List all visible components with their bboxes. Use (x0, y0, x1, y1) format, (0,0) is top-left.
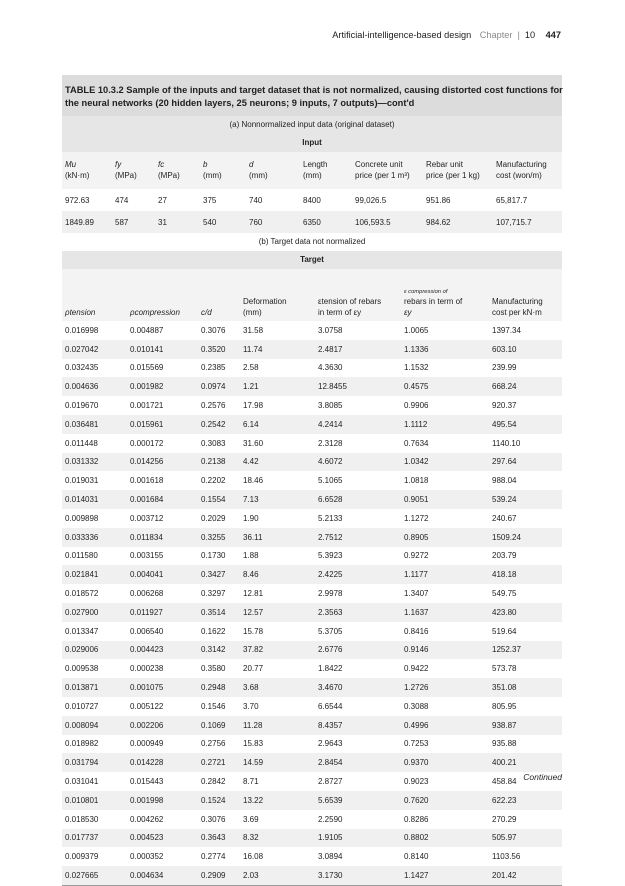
table-cell: 573.78 (492, 664, 517, 674)
table-cell: 0.009898 (65, 513, 99, 523)
table-cell: 2.03 (240, 866, 315, 885)
target-data-row (62, 547, 562, 566)
target-data-row (62, 359, 562, 378)
table-cell: 935.88 (492, 739, 517, 749)
table-cell: 0.9906 (404, 401, 429, 411)
table-cell: 0.014256 (127, 453, 198, 472)
table-cell: 0.008094 (62, 716, 127, 735)
table-cell: 423.80 (489, 603, 562, 622)
table-cell: 15.83 (243, 739, 264, 749)
table-cell: 0.011448 (65, 438, 98, 448)
table-cell: 0.3297 (201, 589, 226, 599)
target-data-row (62, 641, 562, 660)
target-data-row (62, 565, 562, 584)
table-cell: 18.46 (243, 476, 264, 486)
table-cell: 1.1532 (404, 363, 429, 373)
table-cell: 2.4225 (315, 565, 401, 584)
table-cell: 0.001721 (130, 401, 164, 411)
target-data-row (62, 471, 562, 490)
input-header-cell: d (mm) (246, 152, 300, 189)
table-cell: 0.7634 (404, 438, 429, 448)
table-cell: 0.3142 (198, 641, 240, 660)
table-cell: 1252.37 (489, 641, 562, 660)
table-cell: 0.1554 (198, 490, 240, 509)
table-cell: 622.23 (489, 791, 562, 810)
table-cell: 0.3076 (201, 814, 226, 824)
table-cell: 0.009538 (65, 664, 99, 674)
target-data-row (62, 697, 562, 716)
table-cell: 16.08 (243, 852, 264, 862)
table-cell: 99,026.5 (355, 195, 387, 205)
table-cell: 0.003712 (130, 513, 164, 523)
table-cell: 1.3407 (404, 589, 429, 599)
target-data-row (62, 847, 562, 866)
table-cell: 0.8140 (404, 852, 429, 862)
target-data-row (62, 735, 562, 754)
input-data-row (62, 189, 562, 211)
table-cell: 474 (115, 195, 129, 205)
table-cell: 760 (246, 211, 300, 233)
input-header-cell: Concrete unit price (per 1 m³) (352, 152, 423, 189)
table-cell: 0.032435 (65, 363, 99, 373)
table-cell: 0.010801 (62, 791, 127, 810)
table-cell: 0.8802 (401, 829, 489, 848)
target-header-cell: ρcompression (127, 269, 198, 321)
table-cell: 0.005122 (130, 701, 164, 711)
table-cell: 107,715.7 (493, 211, 562, 233)
table-cell: 5.2133 (318, 513, 343, 523)
chapter-label: Chapter (479, 30, 513, 40)
target-header-cell: Deformation (mm) (240, 269, 315, 321)
table-cell: 0.011927 (127, 603, 198, 622)
table-cell: 0.0974 (198, 377, 240, 396)
chapter-number: 10 (524, 30, 536, 40)
target-data-row (62, 791, 562, 810)
table-cell: 0.8286 (404, 814, 429, 824)
page-number: 447 (545, 30, 561, 40)
table-cell: 0.029006 (62, 641, 127, 660)
table-cell: 2.4817 (315, 340, 401, 359)
target-data-row (62, 415, 562, 434)
table-cell: 587 (112, 211, 155, 233)
table-cell: 0.004523 (127, 829, 198, 848)
table-cell: 0.8905 (401, 528, 489, 547)
table-cell: 0.3580 (201, 664, 226, 674)
table-cell: 6.14 (240, 415, 315, 434)
table-cell: 11.28 (240, 716, 315, 735)
table-cell: 0.7620 (401, 791, 489, 810)
table-cell: 984.62 (423, 211, 493, 233)
table-cell: 0.9051 (401, 490, 489, 509)
table-cell: 0.027042 (62, 340, 127, 359)
table-cell: 0.001618 (130, 476, 164, 486)
table-cell: 0.009379 (65, 852, 99, 862)
target-data-row (62, 396, 562, 415)
table-cell: 3.8085 (318, 401, 343, 411)
target-data-row (62, 603, 562, 622)
table-cell: 1.9105 (315, 829, 401, 848)
target-data-row (62, 753, 562, 772)
table-10-3-2 (62, 75, 562, 886)
table-cell: 8.4357 (315, 716, 401, 735)
table-cell: 539.24 (489, 490, 562, 509)
table-cell: 0.027900 (62, 603, 127, 622)
table-cell: 495.54 (489, 415, 562, 434)
table-cell: 0.004041 (127, 565, 198, 584)
table-cell: 938.87 (489, 716, 562, 735)
table-cell: 1397.34 (492, 325, 521, 335)
table-cell: 0.004634 (127, 866, 198, 885)
table-cell: 36.11 (240, 528, 315, 547)
table-cell: 0.001075 (127, 678, 198, 697)
table-cell: 8.71 (243, 777, 259, 787)
table-cell: 4.42 (240, 453, 315, 472)
table-cell: 0.9023 (404, 777, 429, 787)
target-data-row (62, 321, 562, 340)
table-cell: 3.0758 (318, 325, 343, 335)
running-head: Artificial-intelligence-based design Chapter | 10 447 (332, 30, 561, 40)
table-cell: 3.69 (243, 814, 259, 824)
input-data-row (62, 211, 562, 233)
table-cell: 2.3563 (315, 603, 401, 622)
table-cell: 4.3630 (318, 363, 343, 373)
target-data-row (62, 829, 562, 848)
table-cell: 20.77 (243, 664, 264, 674)
caption-line-2: the neural networks (20 hidden layers, 25 neurons; 9 inputs, 7 outputs)—cont'd (65, 98, 415, 108)
table-cell: 0.2774 (201, 852, 226, 862)
table-cell: 0.033336 (62, 528, 127, 547)
table-cell: 27 (158, 195, 167, 205)
table-cell: 2.9978 (318, 589, 343, 599)
table-cell: 0.2202 (201, 476, 226, 486)
table-cell: 1.0818 (404, 476, 429, 486)
input-header-row (62, 152, 562, 189)
table-cell: 0.000238 (130, 664, 164, 674)
table-cell: 3.1730 (315, 866, 401, 885)
table-cell: 11.74 (240, 340, 315, 359)
target-table (62, 269, 562, 885)
table-cell: 0.1730 (201, 551, 226, 561)
table-cell: 0.003155 (130, 551, 164, 561)
table-cell: 1.0065 (404, 325, 429, 335)
table-cell: 1.1112 (401, 415, 489, 434)
table-cell: 0.3643 (198, 829, 240, 848)
table-cell: 0.3427 (198, 565, 240, 584)
table-cell: 1849.89 (62, 211, 112, 233)
target-data-row (62, 509, 562, 528)
table-cell: 418.18 (489, 565, 562, 584)
target-header-cell: c/d (198, 269, 240, 321)
table-cell: 17.98 (243, 401, 264, 411)
input-table (62, 152, 562, 233)
table-cell: 1.1427 (401, 866, 489, 885)
table-cell: 0.011834 (127, 528, 198, 547)
target-data-row (62, 340, 562, 359)
table-cell: 2.7512 (315, 528, 401, 547)
table-cell: 12.57 (240, 603, 315, 622)
section-b-title: (b) Target data not normalized (62, 233, 562, 251)
table-cell: 351.08 (489, 678, 562, 697)
target-data-row (62, 434, 562, 453)
table-cell: 0.2909 (198, 866, 240, 885)
table-cell: 1.1336 (401, 340, 489, 359)
target-data-row (62, 678, 562, 697)
table-cell: 12.81 (243, 589, 264, 599)
table-cell: 0.017737 (62, 829, 127, 848)
target-data-row (62, 716, 562, 735)
table-cell: 0.010727 (65, 701, 99, 711)
target-header-row (62, 269, 562, 321)
table-cell: 668.24 (489, 377, 562, 396)
table-cell: 505.97 (489, 829, 562, 848)
target-header-cell: Manufacturing cost per kN·m (489, 269, 562, 321)
table-cell: 400.21 (489, 753, 562, 772)
table-cell: 2.9643 (318, 739, 343, 749)
table-cell: 0.1069 (198, 716, 240, 735)
table-cell: 0.4996 (401, 716, 489, 735)
table-cell: 0.006540 (130, 626, 164, 636)
table-cell: 1.8422 (318, 664, 343, 674)
table-cell: 1.90 (243, 513, 259, 523)
table-cell: 270.29 (492, 814, 517, 824)
table-cell: 972.63 (65, 195, 90, 205)
table-cell: 0.3076 (201, 325, 226, 335)
table-cell: 0.001684 (127, 490, 198, 509)
table-cell: 0.7253 (404, 739, 429, 749)
table-cell: 0.013871 (62, 678, 127, 697)
table-cell: 0.013347 (65, 626, 99, 636)
table-cell: 0.000949 (130, 739, 164, 749)
table-cell: 0.006268 (130, 589, 164, 599)
table-cell: 2.2590 (318, 814, 343, 824)
target-data-row (62, 584, 562, 603)
input-header-cell: Length (mm) (300, 152, 352, 189)
table-cell: 0.3255 (198, 528, 240, 547)
table-cell: 0.016998 (65, 325, 99, 335)
table-cell: 0.004262 (130, 814, 164, 824)
table-cell: 0.2721 (198, 753, 240, 772)
table-cell: 603.10 (489, 340, 562, 359)
input-header-cell: fc (MPa) (155, 152, 200, 189)
table-cell: 1509.24 (489, 528, 562, 547)
table-cell: 375 (203, 195, 217, 205)
table-cell: 12.8455 (315, 377, 401, 396)
table-cell: 0.015961 (127, 415, 198, 434)
table-cell: 203.79 (492, 551, 517, 561)
table-cell: 0.019031 (65, 476, 99, 486)
table-cell: 1.1272 (404, 513, 429, 523)
table-cell: 0.3083 (201, 438, 226, 448)
table-cell: 0.014031 (62, 490, 127, 509)
table-cell: 0.2542 (198, 415, 240, 434)
table-cell: 0.015443 (130, 777, 164, 787)
table-cell: 988.04 (492, 476, 517, 486)
table-cell: 3.68 (240, 678, 315, 697)
input-header-cell: fy (MPa) (112, 152, 155, 189)
target-data-row (62, 866, 562, 885)
target-data-row (62, 528, 562, 547)
caption-line-1: TABLE 10.3.2 Sample of the inputs and target dataset that is not normalized, causing distorted cost functions for (65, 85, 563, 95)
table-cell: 4.6072 (315, 453, 401, 472)
table-cell: 8400 (303, 195, 321, 205)
table-cell: 0.000352 (130, 852, 164, 862)
target-group-label: Target (62, 251, 562, 269)
target-data-row (62, 772, 562, 791)
table-cell: 13.22 (240, 791, 315, 810)
input-header-cell: Rebar unit price (per 1 kg) (423, 152, 493, 189)
table-cell: 5.3923 (318, 551, 343, 561)
table-cell: 0.031794 (62, 753, 127, 772)
table-cell: 1.0342 (401, 453, 489, 472)
table-cell: 1.1637 (401, 603, 489, 622)
table-cell: 0.010141 (127, 340, 198, 359)
table-cell: 65,817.7 (496, 195, 528, 205)
table-cell: 0.027665 (62, 866, 127, 885)
target-data-row (62, 622, 562, 641)
table-cell: 0.004636 (62, 377, 127, 396)
table-cell: 0.031332 (62, 453, 127, 472)
table-cell: 0.1622 (201, 626, 226, 636)
table-cell: 0.9422 (404, 664, 429, 674)
table-cell: 14.59 (240, 753, 315, 772)
table-cell: 0.2385 (201, 363, 226, 373)
target-header-cell: εtension of rebars in term of εy (315, 269, 401, 321)
table-cell: 7.13 (240, 490, 315, 509)
table-cell: 920.37 (492, 401, 517, 411)
table-cell: 0.031041 (65, 777, 99, 787)
table-cell: 106,593.5 (352, 211, 423, 233)
table-cell: 0.021841 (62, 565, 127, 584)
table-caption (62, 75, 562, 116)
table-cell: 458.84 (492, 777, 517, 787)
continued-note: Continued (523, 772, 562, 782)
table-cell: 8.32 (240, 829, 315, 848)
table-cell: 0.3520 (198, 340, 240, 359)
table-cell: 1140.10 (492, 438, 521, 448)
table-cell: 0.3514 (198, 603, 240, 622)
running-head-title: Artificial-intelligence-based design (332, 30, 472, 40)
table-cell: 549.75 (492, 589, 517, 599)
table-cell: 2.6776 (315, 641, 401, 660)
table-cell: 0.001982 (127, 377, 198, 396)
table-cell: 2.8727 (318, 777, 343, 787)
table-cell: 0.014228 (127, 753, 198, 772)
table-cell: 0.9146 (401, 641, 489, 660)
table-cell: 805.95 (492, 701, 517, 711)
table-cell: 31.58 (243, 325, 264, 335)
table-cell: 0.2029 (201, 513, 226, 523)
table-cell: 0.8416 (404, 626, 429, 636)
table-cell: 6.6528 (315, 490, 401, 509)
table-cell: 0.004887 (130, 325, 164, 335)
table-cell: 240.67 (492, 513, 517, 523)
table-cell: 0.2842 (201, 777, 226, 787)
table-cell: 951.86 (426, 195, 451, 205)
input-header-cell: Mu (kN·m) (62, 152, 112, 189)
table-cell: 0.036481 (62, 415, 127, 434)
table-cell: 740 (249, 195, 263, 205)
table-cell: 0.9272 (404, 551, 429, 561)
table-cell: 6.6544 (318, 701, 343, 711)
target-data-row (62, 490, 562, 509)
input-header-cell: Manufacturing cost (won/m) (493, 152, 562, 189)
table-cell: 1103.56 (492, 852, 521, 862)
table-cell: 0.015569 (130, 363, 164, 373)
table-cell: 31 (155, 211, 200, 233)
table-cell: 1.88 (243, 551, 259, 561)
table-cell: 0.1546 (201, 701, 226, 711)
table-cell: 0.2138 (198, 453, 240, 472)
target-data-row (62, 377, 562, 396)
table-cell: 4.2414 (315, 415, 401, 434)
table-cell: 0.4575 (401, 377, 489, 396)
target-header-cell: ε compression of rebars in term of εy (401, 269, 489, 321)
table-cell: 3.70 (243, 701, 259, 711)
table-cell: 0.002206 (127, 716, 198, 735)
table-cell: 0.000172 (130, 438, 164, 448)
table-cell: 0.9370 (401, 753, 489, 772)
table-cell: 201.42 (489, 866, 562, 885)
table-cell: 2.8454 (315, 753, 401, 772)
table-cell: 3.4670 (315, 678, 401, 697)
table-cell: 0.3088 (404, 701, 429, 711)
table-cell: 0.011580 (65, 551, 98, 561)
target-header-cell: ρtension (62, 269, 127, 321)
table-cell: 0.1524 (198, 791, 240, 810)
table-cell: 0.018530 (65, 814, 99, 824)
table-cell: 15.78 (243, 626, 264, 636)
table-cell: 0.2576 (201, 401, 226, 411)
table-cell: 3.0894 (318, 852, 343, 862)
table-cell: 1.21 (240, 377, 315, 396)
table-cell: 297.64 (489, 453, 562, 472)
table-cell: 0.001998 (127, 791, 198, 810)
table-cell: 1.2726 (401, 678, 489, 697)
target-data-row (62, 810, 562, 829)
target-data-row (62, 453, 562, 472)
table-cell: 1.1177 (401, 565, 489, 584)
input-header-cell: b (mm) (200, 152, 246, 189)
table-cell: 0.2756 (201, 739, 226, 749)
table-cell: 5.3705 (318, 626, 343, 636)
table-cell: 5.1065 (318, 476, 343, 486)
table-cell: 8.46 (240, 565, 315, 584)
table-cell: 31.60 (243, 438, 264, 448)
table-cell: 540 (200, 211, 246, 233)
table-cell: 6350 (300, 211, 352, 233)
table-cell: 519.64 (492, 626, 517, 636)
table-cell: 0.2948 (198, 678, 240, 697)
table-cell: 37.82 (240, 641, 315, 660)
table-cell: 2.3128 (318, 438, 343, 448)
table-cell: 0.018982 (65, 739, 99, 749)
table-cell: 0.019670 (65, 401, 99, 411)
table-cell: 2.58 (243, 363, 259, 373)
table-cell: 239.99 (492, 363, 517, 373)
table-cell: 0.004423 (127, 641, 198, 660)
target-data-row (62, 659, 562, 678)
table-cell: 5.6539 (315, 791, 401, 810)
table-cell: 0.018572 (65, 589, 99, 599)
input-group-label: Input (62, 134, 562, 152)
section-a-title: (a) Nonnormalized input data (original dataset) (62, 116, 562, 134)
